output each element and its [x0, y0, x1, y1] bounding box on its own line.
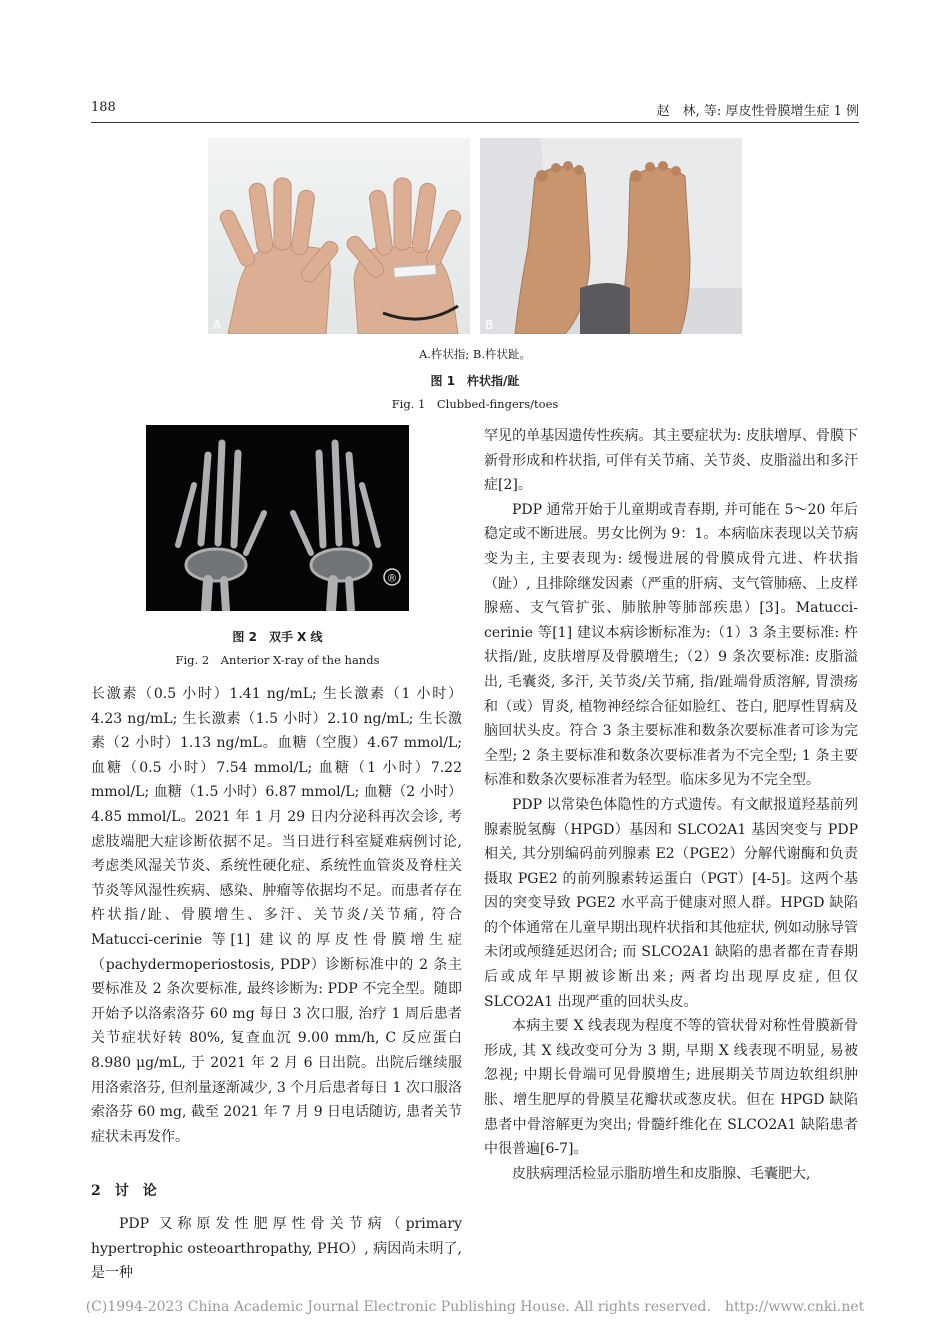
right-column-text — [484, 424, 858, 1186]
figure2-xray-image — [146, 425, 409, 611]
figure1-subcaption: A.杵状指; B.杵状趾。 — [418, 347, 532, 361]
left-column-top-text — [91, 682, 462, 1149]
header-rule — [91, 122, 859, 123]
paragraph: PDP 通常开始于儿童期或青春期, 并可能在 5～20 年后稳定或不断进展。男女比例为 9：1。本病临床表现以关节病变为主, 主要表现为: 缓慢进展的骨膜成骨亢进、杵状指（趾）, 且排除继发因素（严重的肝病、支气管肺癌、上皮样腺癌、支气管扩张、肺脓肿等肺部疾患）[3]。Matucci-cerinie 等[1] 建议本病诊断标准为:（1）3 条主要标准: 杵状指/趾, 皮肤增厚及骨膜增生;（2）9 条次要标准: 皮脂溢出, 毛囊炎, 多汗, 关节炎/关节痛, 指/趾端骨质溶解, 胃溃疡和（或）胃炎, 植物神经综合征如脸红、苍白, 肥厚性胃病及脑回状头皮。符合 3 条主要标准和数条次要标准者可诊为完全型; 2 条主要标准和数条次要标准者为不完全型; 1 条主要标准和数条次要标准者为轻型。临床多见为不完全型。 — [484, 501, 858, 789]
paragraph: PDP 以常染色体隐性的方式遗传。有文献报道羟基前列腺素脱氢酶（HPGD）基因和 SLCO2A1 基因突变与 PDP 相关, 其分别编码前列腺素 E2（PGE2）分解代谢酶和负责摄取 PGE2 的前列腺素转运蛋白（PGT）[4-5]。这两个基因的突变导致 PGE2 水平高于健康对照人群。HPGD 缺陷的个体通常在儿童早期出现杵状指和其他症状, 例如动脉导管未闭或颅缝延迟闭合; 而 SLCO2A1 缺陷的患者都在青春期后或成年早期被诊断出来; 两者均出现厚皮症, 但仅 SLCO2A1 出现严重的回状头皮。 — [484, 796, 858, 1010]
paragraph: 本病主要 X 线表现为程度不等的管状骨对称性骨膜新骨形成, 其 X 线改变可分为 3 期, 早期 X 线表现不明显, 易被忽视; 中期长骨端可见骨膜增生; 进展期关节周边软组织肿胀、增生肥厚的骨膜呈花瓣状或葱皮状。但在 HPGD 缺陷患者中骨溶解更为突出; 骨髓纤维化在 SLCO2A1 缺陷患者中很普遍[6-7]。 — [484, 1018, 858, 1158]
figure2-caption-en: Fig. 2 Anterior X-ray of the hands — [175, 653, 380, 667]
paragraph: 皮肤病理活检显示脂肪增生和皮脂腺、毛囊肥大, — [512, 1165, 811, 1182]
section-heading: 2 讨 论 — [91, 1183, 157, 1199]
hands-photo-illustration — [208, 138, 470, 334]
figure1-panel-b-photo — [480, 138, 742, 334]
paragraph: 长激素（0.5 小时）1.41 ng/mL; 生长激素（1 小时）4.23 ng/mL; 生长激素（1.5 小时）2.10 ng/mL; 生长激素（2 小时）1.13 ng/mL。血糖（空腹）4.67 mmol/L; 血糖（0.5 小时）7.54 mmol/L; 血糖（1 小时）7.22 mmol/L; 血糖（1.5 小时）6.87 mmol/L; 血糖（2 小时）4.85 mmol/L。2021 年 1 月 29 日内分泌科再次会诊, 考虑肢端肥大症诊断依据不足。当日进行科室疑难病例讨论, 考虑类风湿关节炎、系统性硬化症、系统性血管炎及脊柱关节炎等风湿性疾病、感染、肿瘤等依据均不足。而患者存在杵状指/趾、骨膜增生、多汗、关节炎/关节痛, 符合 Matucci-cerinie 等[1] 建议的厚皮性骨膜增生症（pachydermoperiostosis, PDP）诊断标准中的 2 条主要标准及 2 条次要标准, 最终诊断为: PDP 不完全型。随即开始予以洛索洛芬 60 mg 每日 3 次口服, 治疗 1 周后患者关节症状好转 80%, 复查血沉 9.00 mm/h, C 反应蛋白 8.980 μg/mL, 于 2021 年 2 月 6 日出院。出院后继续服用洛索洛芬, 但剂量逐渐减少, 3 个月后患者每日 1 次口服洛索洛芬 60 mg, 截至 2021 年 7 月 9 日电话随访, 患者关节症状未再发作。 — [91, 686, 462, 1145]
page-number: 188 — [91, 100, 116, 115]
copyright-footer: (C)1994-2023 China Academic Journal Electronic Publishing House. All rights reserved. http://www.cnki.net — [85, 1299, 865, 1315]
running-title: 赵 林, 等: 厚皮性骨膜增生症 1 例 — [656, 104, 859, 119]
hand-xray-illustration — [146, 425, 409, 611]
figure1-panel-a-photo — [208, 138, 470, 334]
panel-b-label: B — [485, 318, 494, 332]
figure1-caption-en: Fig. 1 Clubbed-fingers/toes — [391, 397, 559, 411]
paragraph: PDP 又称原发性肥厚性骨关节病（primary hypertrophic osteoarthropathy, PHO）, 病因尚未明了, 是一种 — [91, 1216, 462, 1282]
panel-a-label: A — [213, 318, 222, 332]
paragraph: 罕见的单基因遗传性疾病。其主要症状为: 皮肤增厚、骨膜下新骨形成和杵状指, 可伴有关节痛、关节炎、皮脂溢出和多汗症[2]。 — [484, 428, 858, 494]
feet-photo-illustration — [480, 138, 742, 334]
left-column-bottom-text — [91, 1212, 462, 1286]
figure1-caption-cn: 图 1 杵状指/趾 — [430, 374, 520, 388]
xray-marker: ® — [386, 571, 398, 585]
figure2-caption-cn: 图 2 双手 X 线 — [232, 630, 323, 644]
